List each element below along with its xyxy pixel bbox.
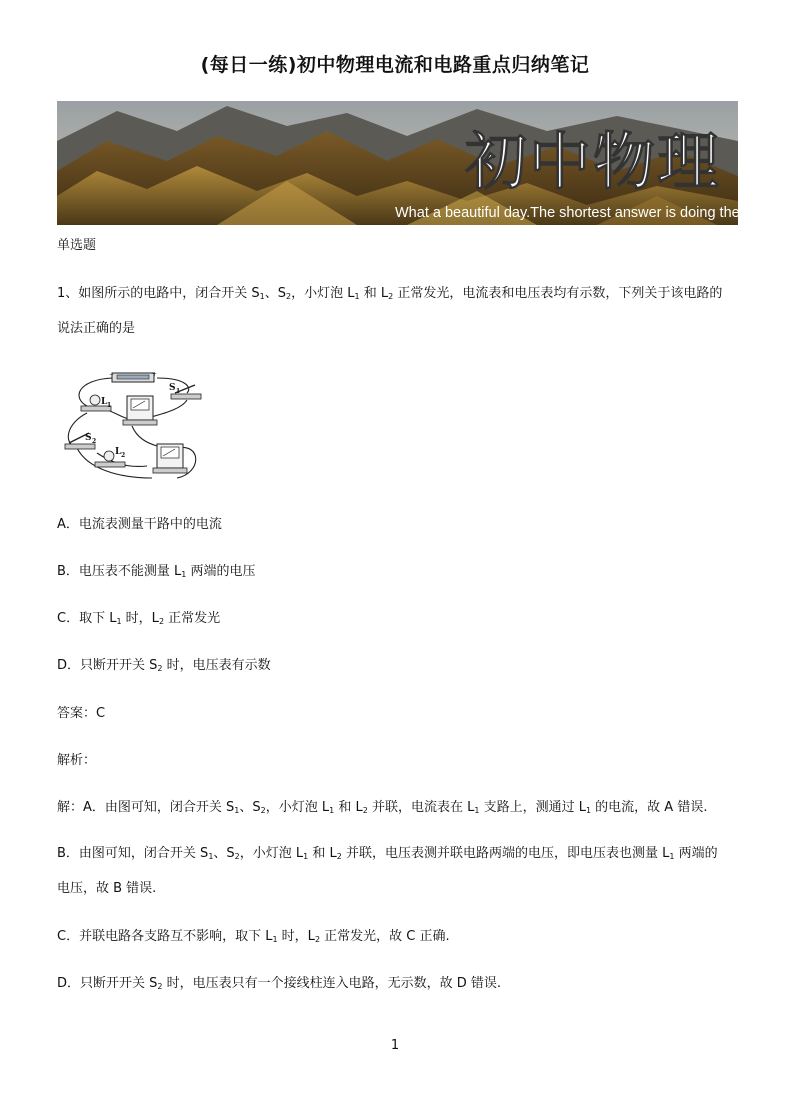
subscript: 2 — [388, 292, 394, 301]
analysis-d: D．只断开开关 $S_2$ 时，电压表只有一个接线柱连入电路，无示数，故 D 错误. — [57, 976, 502, 991]
question-number: 1、 — [57, 286, 79, 301]
answer: 答案：C — [57, 706, 106, 721]
option-c: C．取下 $L_1$ 时，$L_2$ 正常发光 — [57, 611, 221, 626]
svg-text:L: L — [101, 397, 108, 407]
banner-caption: What a beautiful day.The shortest answer is doing the thing. — [395, 205, 780, 221]
banner-title: 初中物理 — [465, 125, 722, 198]
svg-text:1: 1 — [176, 388, 181, 395]
svg-text:+: + — [152, 371, 158, 378]
question-stem — [57, 276, 727, 346]
stem-part: 如图所示的电路中，闭合开关 S — [78, 286, 260, 301]
banner-image — [57, 101, 780, 225]
circuit-figure — [57, 368, 207, 486]
section-label: 单选题 — [57, 238, 97, 253]
subscript: 1 — [259, 292, 265, 301]
svg-text:L: L — [115, 447, 122, 457]
option-d: D．只断开开关 $S_2$ 时，电压表有示数 — [57, 658, 271, 673]
svg-text:2: 2 — [121, 452, 126, 459]
stem-part: 正常发光，电流表和电压表均有示数，下列关于该电路的说法正确的是 — [57, 286, 723, 336]
svg-text:2: 2 — [92, 438, 97, 445]
analysis-b: B．由图可知，闭合开关 $S_1$、$S_2$，小灯泡 $L_1$ 和 $L_2$ 并联，电压表测并联电路两端的电压，即电压表也测量 $L_1$ 两端的电压，故 B 错误. — [57, 846, 718, 896]
analysis-c: C．并联电路各支路互不影响，取下 $L_1$ 时，$L_2$ 正常发光，故 C 正确. — [57, 929, 450, 944]
stem-part: ，小灯泡 L — [291, 286, 355, 301]
svg-text:−: − — [109, 371, 115, 378]
option-a: A．电流表测量干路中的电流 — [57, 517, 222, 532]
stem-part: 、S — [264, 286, 287, 301]
subscript: 1 — [354, 292, 360, 301]
stem-part: 和 L — [359, 286, 389, 301]
page-title: (每日一练)初中物理电流和电路重点归纳笔记 — [200, 54, 590, 76]
option-b: B．电压表不能测量 $L_1$ 两端的电压 — [57, 564, 256, 579]
page-number: 1 — [390, 1038, 400, 1053]
analysis-label: 解析： — [57, 753, 97, 768]
svg-text:S: S — [169, 383, 176, 393]
svg-text:S: S — [85, 433, 92, 443]
subscript: 2 — [286, 292, 292, 301]
analysis-a: 解：A．由图可知，闭合开关 $S_1$、$S_2$，小灯泡 $L_1$ 和 $L_2$ 并联，电流表在 $L_1$ 支路上，测通过 $L_1$ 的电流，故 A 错误. — [57, 800, 708, 815]
svg-text:1: 1 — [107, 402, 112, 409]
